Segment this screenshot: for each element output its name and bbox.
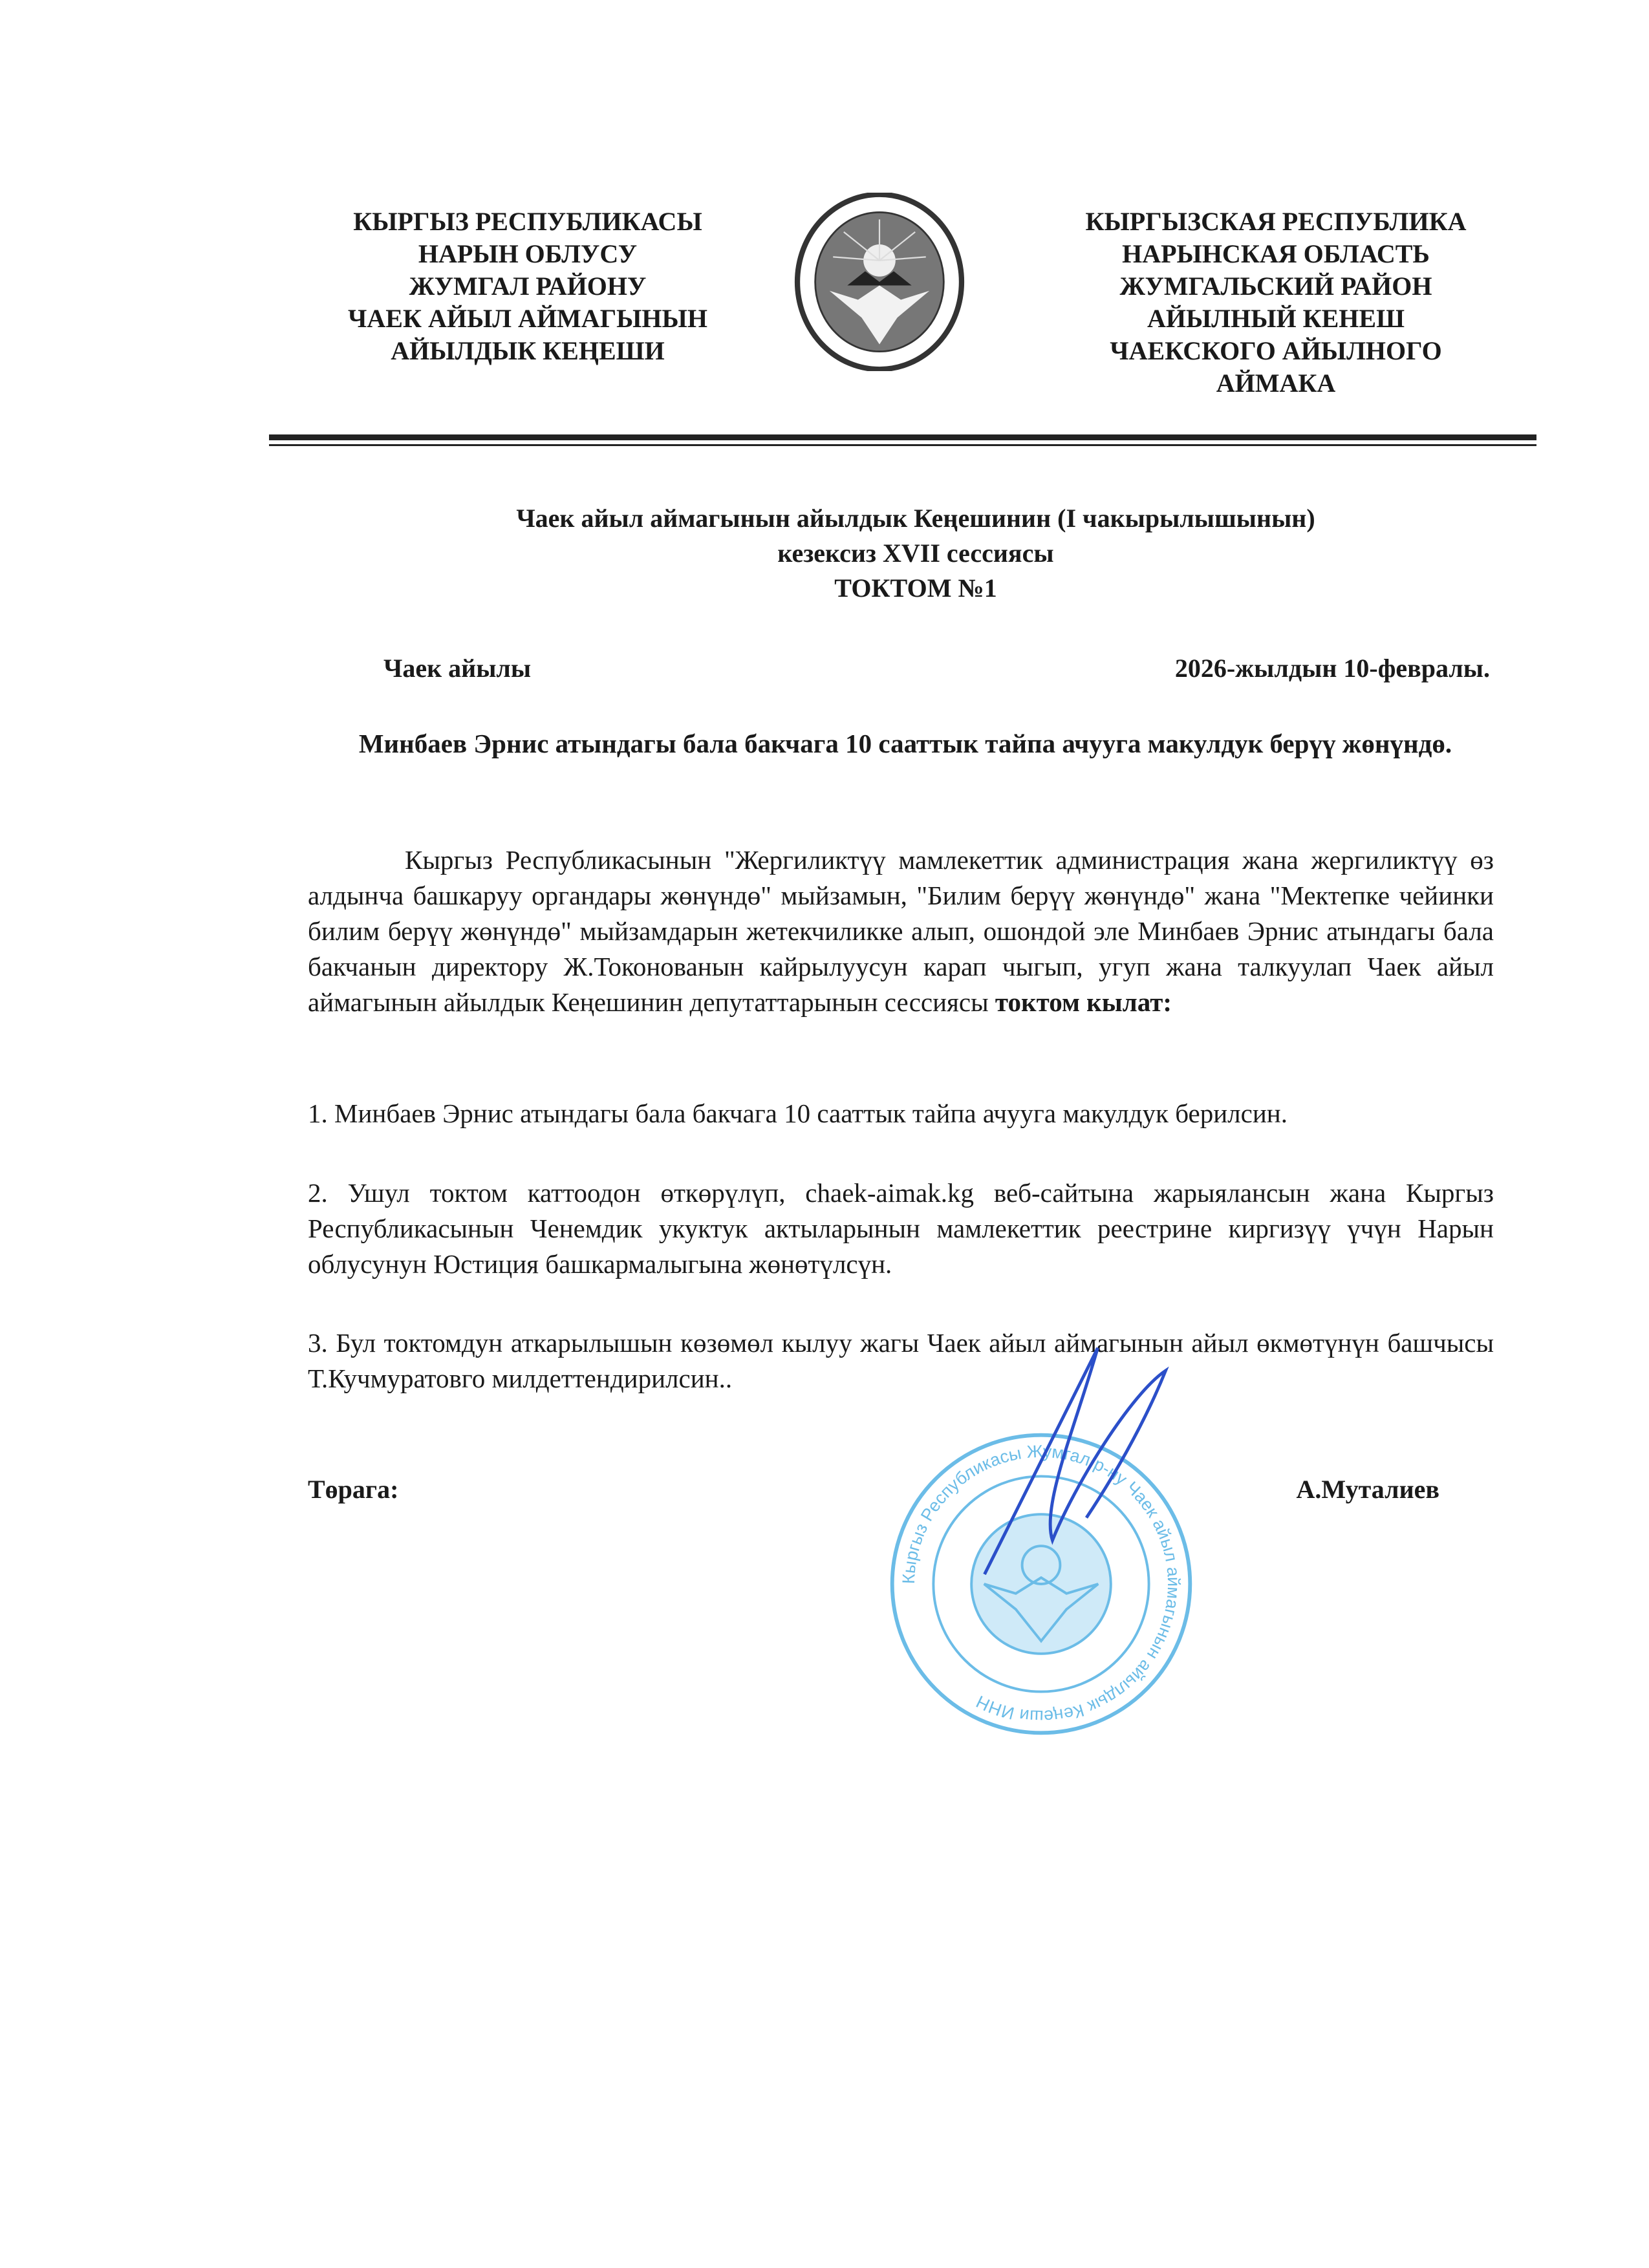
item-3: 3. Бул токтомдун аткарылышын көзөмөл кылуу жагы Чаек айыл аймагынын айыл өкмөтүнүн башчысы Т.Кучмуратовго милдеттендирилсин.. [308,1328,1494,1393]
resolution-title-line1: Чаек айыл аймагынын айылдык Кеңешинин (I чакырылышынын) [516,504,1315,533]
header-divider [269,434,1536,440]
header-line: ЖУМГАЛЬСКИЙ РАЙОН [1119,272,1432,301]
subject: Минбаев Эрнис атындагы бала бакчага 10 сааттык тайпа ачууга макулдук берүү жөнүндө. [358,729,1452,758]
state-emblem-icon [790,193,969,371]
preamble-bold: токтом кылат: [995,987,1172,1017]
header-line: ЧАЕКСКОГО АЙЫЛНОГО [1110,336,1442,365]
header-right-russian [1030,206,1522,400]
preamble-text: Кыргыз Республикасынын "Жергиликтүү мамлекеттик администрация жана жергиликтүү өз алдынча башкаруу органдары жөнүндө" мыйзамын, "Билим берүү жөнүндө" жана "Мектепке чейинки билим берүү жөнүндө" мыйзамдарын жетекчиликке алып, ошондой эле Минбаев Эрнис атындагы бала бакчанын директору Ж.Токонованын кайрылуусун карап чыгып, угуп жана талкуулап Чаек айыл аймагынын айылдык Кеңешинин депутаттарынын сессиясы [308,845,1494,1017]
place: Чаек айылы [383,654,532,683]
preamble [308,842,1494,1020]
signature-role: Төрага: [308,1475,399,1504]
header-line: ЧАЕК АЙЫЛ АЙМАГЫНЫН [348,304,707,333]
date: 2026-жылдын 10-февралы. [1174,654,1490,683]
header-line: НАРЫН ОБЛУСУ [418,239,638,268]
header-line: НАРЫНСКАЯ ОБЛАСТЬ [1122,239,1430,268]
signature-icon [970,1325,1203,1597]
item-1: 1. Минбаев Эрнис атындагы бала бакчага 10 сааттык тайпа ачууга макулдук берилсин. [308,1098,1288,1128]
resolution-title-line2: кезексиз XVII сессиясы [777,539,1054,568]
header-line: ЖУМГАЛ РАЙОНУ [409,272,647,301]
header-line: АЙЫЛДЫК КЕҢЕШИ [391,336,665,365]
item-2: 2. Ушул токтом каттоодон өткөрүлүп, chaek-aimak.kg веб-сайтына жарыялансын жана Кыргыз Республикасынын Ченемдик укуктук актыларынын мамлекеттик реестрине киргизүү үчүн Нарын облусунун Юстиция башкармалыгына жөнөтүлсүн. [308,1178,1494,1279]
header-line: КЫРГЫЗ РЕСПУБЛИКАСЫ [353,207,702,236]
header-left-kyrgyz [282,206,773,367]
signatory-name: А.Муталиев [1296,1475,1439,1504]
header-line: КЫРГЫЗСКАЯ РЕСПУБЛИКА [1085,207,1467,236]
resolution-number: ТОКТОМ №1 [834,573,997,603]
header-line: АЙЫЛНЫЙ КЕНЕШ [1147,304,1405,333]
header-divider-thin [269,444,1536,446]
header-line: АЙМАКА [1216,369,1336,398]
svg-text:Кыргыз Республикасы Жумгал р-н: Кыргыз Республикасы Жумгал р-ну Чаек айыл аймагынын айылдык Кеңеши ИНН [898,1441,1184,1727]
